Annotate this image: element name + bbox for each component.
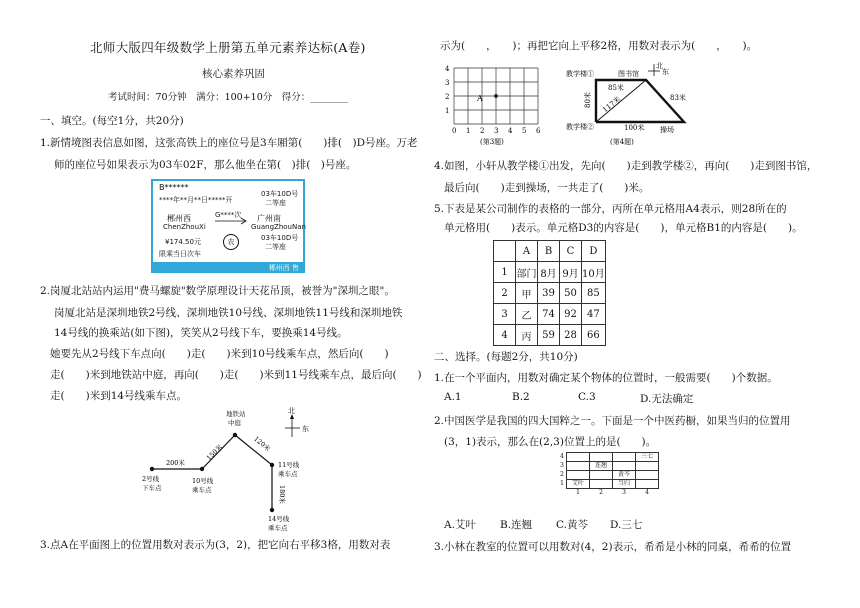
row-label: 2 bbox=[560, 471, 564, 478]
table-header-row bbox=[494, 241, 606, 262]
y-tick-label: 4 bbox=[445, 65, 450, 73]
distance-120: 120米 bbox=[252, 434, 272, 454]
train-ticket bbox=[151, 179, 305, 273]
table-cell: 59 bbox=[538, 325, 560, 346]
line10-label-1: 10号线 bbox=[192, 477, 214, 485]
line11-label-2: 乘车点 bbox=[278, 470, 298, 478]
line11-label-1: 11号线 bbox=[278, 461, 300, 469]
ticket-to: 广州南 bbox=[257, 214, 281, 223]
q5-table bbox=[493, 240, 606, 346]
grid3-caption: (第3题) bbox=[480, 138, 504, 146]
distance-85: 85米 bbox=[608, 84, 624, 92]
ticket-arrow-icon bbox=[213, 217, 249, 225]
q1-line1: 1.新情境图表信息如图，这张高铁上的座位号是3车厢第( )排( )D号座。万老 bbox=[40, 137, 418, 149]
q4-line2: 最后向( )走到操场，一共走了( )米。 bbox=[444, 182, 650, 194]
map-north: 北 bbox=[656, 62, 663, 70]
s2-q1-option-c: C.3 bbox=[578, 391, 596, 403]
distance-83: 83米 bbox=[670, 94, 686, 102]
cabinet-cell-huangqin: 黄芩 bbox=[613, 471, 636, 480]
line14-label-1: 14号线 bbox=[268, 515, 290, 523]
point-a-label: A bbox=[477, 94, 483, 103]
table-cell: 4 bbox=[494, 325, 516, 346]
ticket-date: ****年**月**日*****开 bbox=[159, 196, 233, 204]
table-cell: 47 bbox=[582, 304, 606, 325]
q2-line2: 岗厦北站是深圳地铁2号线、深圳地铁10号线、深圳地铁11号线和深圳地铁 bbox=[54, 307, 403, 319]
table-row bbox=[494, 325, 606, 346]
ticket-from-pinyin: ChenZhouXi bbox=[163, 223, 206, 231]
ticket-train: G****次 bbox=[215, 211, 242, 219]
table-cell: D bbox=[582, 241, 606, 262]
line14-label-2: 乘车点 bbox=[268, 524, 288, 532]
exam-info: 考试时间：70分钟 满分：100+10分 得分：________ bbox=[108, 92, 349, 103]
cabinet-cell-danggui: 当归 bbox=[613, 480, 636, 489]
s2-q2-option-c: C.黄芩 bbox=[556, 519, 588, 531]
line2-point bbox=[150, 467, 154, 471]
q2-line3: 14号线的换乘站(如下图)，笑笑从2号线下车，要换乘14号线。 bbox=[54, 327, 348, 339]
q3-line2: 示为( ， )；再把它向上平移2格，用数对表示为( ， )。 bbox=[440, 40, 758, 52]
ticket-footer-bar bbox=[153, 262, 303, 271]
s2-q2-option-b: B.连翘 bbox=[500, 519, 533, 531]
school1-label: 教学楼① bbox=[566, 70, 594, 78]
table-cell: 1 bbox=[494, 262, 516, 283]
q1-line2: 师的座位号如果表示为03车02F，那么他坐在第( )排( )号座。 bbox=[54, 159, 357, 171]
q2-line4: 她要先从2号线下车点向( )走( )米到10号线乘车点，然后向( ) bbox=[50, 348, 389, 360]
distance-80: 80米 bbox=[584, 92, 592, 108]
table-cell: 8月 bbox=[538, 262, 560, 283]
s2-q2-line1: 2.中国医学是我国的四大国粹之一。下面是一个中医药橱，如果当归的位置用 bbox=[434, 415, 791, 427]
row-label: 3 bbox=[560, 462, 564, 469]
s2-q1-line1: 1.在一个平面内，用数对确定某个物体的位置时，一般需要( )个数据。 bbox=[434, 372, 778, 384]
center-label-1: 地铁站 bbox=[226, 410, 246, 418]
table-cell: 66 bbox=[582, 325, 606, 346]
cabinet-cell-aiye: 艾叶 bbox=[567, 480, 590, 489]
school2-label: 教学楼② bbox=[566, 123, 594, 131]
x-tick-label: 0 bbox=[452, 127, 457, 135]
table-row bbox=[494, 262, 606, 283]
ticket-code: B****** bbox=[159, 183, 189, 192]
map-q4 bbox=[566, 62, 716, 148]
table-row bbox=[494, 283, 606, 304]
table-cell: B bbox=[538, 241, 560, 262]
q2-line1: 2.岗厦北站站内运用"费马螺旋"数学原理设计天花吊顶，被誉为"深圳之眼"。 bbox=[40, 285, 395, 297]
table-cell bbox=[494, 241, 516, 262]
distance-180: 180米 bbox=[278, 485, 286, 504]
compass-east: 东 bbox=[302, 425, 309, 433]
ticket-price: ¥174.50元 bbox=[165, 238, 201, 246]
s2-q2-option-a: A.艾叶 bbox=[444, 519, 476, 531]
q4-line1: 4.如图，小轩从教学楼①出发，先向( )走到教学楼②，再向( )走到图书馆， bbox=[434, 160, 818, 172]
distance-117: 117米 bbox=[601, 95, 623, 115]
page-title: 北师大版四年级数学上册第五单元素养达标(A卷) bbox=[90, 40, 366, 55]
field-label: 操场 bbox=[660, 126, 674, 134]
medicine-cabinet bbox=[558, 452, 659, 497]
line2-label-1: 2号线 bbox=[142, 475, 160, 483]
col-label: 4 bbox=[645, 489, 649, 496]
table-cell: C bbox=[560, 241, 582, 262]
x-tick-label: 4 bbox=[508, 127, 513, 135]
table-cell: 甲 bbox=[516, 283, 538, 304]
ticket-class2: 二等座 bbox=[265, 243, 286, 251]
center-label-2: 中庭 bbox=[228, 419, 241, 427]
table-cell: 28 bbox=[560, 325, 582, 346]
table-cell: 2 bbox=[494, 283, 516, 304]
line10-point bbox=[200, 467, 204, 471]
table-cell: 39 bbox=[538, 283, 560, 304]
table-cell: 丙 bbox=[516, 325, 538, 346]
row-label: 4 bbox=[560, 453, 564, 460]
ticket-from: 郴州西 bbox=[167, 214, 191, 223]
cabinet-cell-lianqiao: 连翘 bbox=[590, 462, 613, 471]
section2-heading: 二、选择。(每题2分，共10分) bbox=[434, 351, 578, 363]
table-cell: 74 bbox=[538, 304, 560, 325]
y-tick-label: 1 bbox=[445, 107, 450, 115]
x-tick-label: 1 bbox=[466, 127, 471, 135]
distance-100: 100米 bbox=[624, 124, 645, 132]
q5-line1: 5.下表是某公司制作的表格的一部分，丙所在单元格用A4表示，则28所在的 bbox=[434, 203, 787, 215]
q2-line5: 走( )米到地铁站中庭，再向( )走( )米到11号线乘车点，最后向( ) bbox=[50, 369, 422, 381]
line2-label-2: 下车点 bbox=[142, 484, 162, 492]
y-tick-label: 3 bbox=[445, 79, 450, 87]
line10-label-2: 乘车点 bbox=[192, 486, 212, 494]
ticket-footer: 郴州西 售 bbox=[268, 264, 299, 272]
x-tick-label: 5 bbox=[522, 127, 527, 135]
table-cell: 50 bbox=[560, 283, 582, 304]
ticket-class: 二等座 bbox=[265, 199, 286, 207]
metro-map bbox=[140, 405, 330, 533]
s2-q1-option-d: D.无法确定 bbox=[640, 393, 694, 405]
col-label: 2 bbox=[599, 489, 603, 496]
table-cell: A bbox=[516, 241, 538, 262]
center-point bbox=[233, 433, 237, 437]
y-tick-label: 2 bbox=[445, 93, 450, 101]
s2-q3-line1: 3.小林在教室的位置可以用数对(4，2)表示，希希是小林的同桌，希希的位置 bbox=[434, 541, 792, 553]
line11-point bbox=[270, 463, 274, 467]
section1-heading: 一、填空。(每空1分，共20分) bbox=[40, 115, 184, 127]
s2-q1-option-a: A.1 bbox=[444, 391, 462, 403]
x-tick-label: 3 bbox=[494, 127, 499, 135]
q2-line6: 走( )米到14号线乘车点。 bbox=[50, 390, 188, 402]
ticket-seat2: 03车10D号 bbox=[261, 234, 299, 242]
point-a bbox=[494, 94, 497, 97]
x-tick-label: 6 bbox=[536, 127, 541, 135]
s2-q1-option-b: B.2 bbox=[512, 391, 530, 403]
row-label: 1 bbox=[560, 480, 564, 487]
compass-north: 北 bbox=[288, 407, 295, 415]
ticket-stamp: 农 bbox=[223, 234, 239, 250]
grid-q3 bbox=[440, 64, 555, 148]
table-cell: 3 bbox=[494, 304, 516, 325]
table-cell: 85 bbox=[582, 283, 606, 304]
table-row bbox=[494, 304, 606, 325]
q3-line1: 3.点A在平面图上的位置用数对表示为(3，2)，把它向右平移3格，用数对表 bbox=[40, 539, 391, 551]
ticket-to-pinyin: GuangZhouNan bbox=[251, 223, 306, 231]
s2-q2-line2: (3，1)表示，那么在(2,3)位置上的是( )。 bbox=[444, 436, 657, 448]
library-label: 图书馆 bbox=[618, 70, 639, 78]
col-label: 3 bbox=[622, 489, 626, 496]
table-cell: 部门 bbox=[516, 262, 538, 283]
q5-line2: 单元格用( )表示。单元格D3的内容是( )，单元格B1的内容是( )。 bbox=[444, 222, 803, 234]
line14-point bbox=[270, 508, 274, 512]
table-cell: 92 bbox=[560, 304, 582, 325]
ticket-seat: 03车10D号 bbox=[261, 190, 299, 198]
ticket-valid: 限乘当日次车 bbox=[159, 250, 201, 258]
distance-200: 200米 bbox=[166, 459, 185, 467]
table-cell: 乙 bbox=[516, 304, 538, 325]
map-east: 东 bbox=[662, 68, 669, 76]
page-subtitle: 核心素养巩固 bbox=[202, 68, 265, 80]
table-cell: 9月 bbox=[560, 262, 582, 283]
map4-caption: (第4题) bbox=[610, 138, 634, 146]
table-cell: 10月 bbox=[582, 262, 606, 283]
distance-150: 150米 bbox=[204, 443, 224, 463]
col-label: 1 bbox=[576, 489, 580, 496]
cabinet-cell-sanqi: 三七 bbox=[636, 453, 659, 462]
s2-q2-option-d: D.三七 bbox=[610, 519, 643, 531]
x-tick-label: 2 bbox=[480, 127, 485, 135]
